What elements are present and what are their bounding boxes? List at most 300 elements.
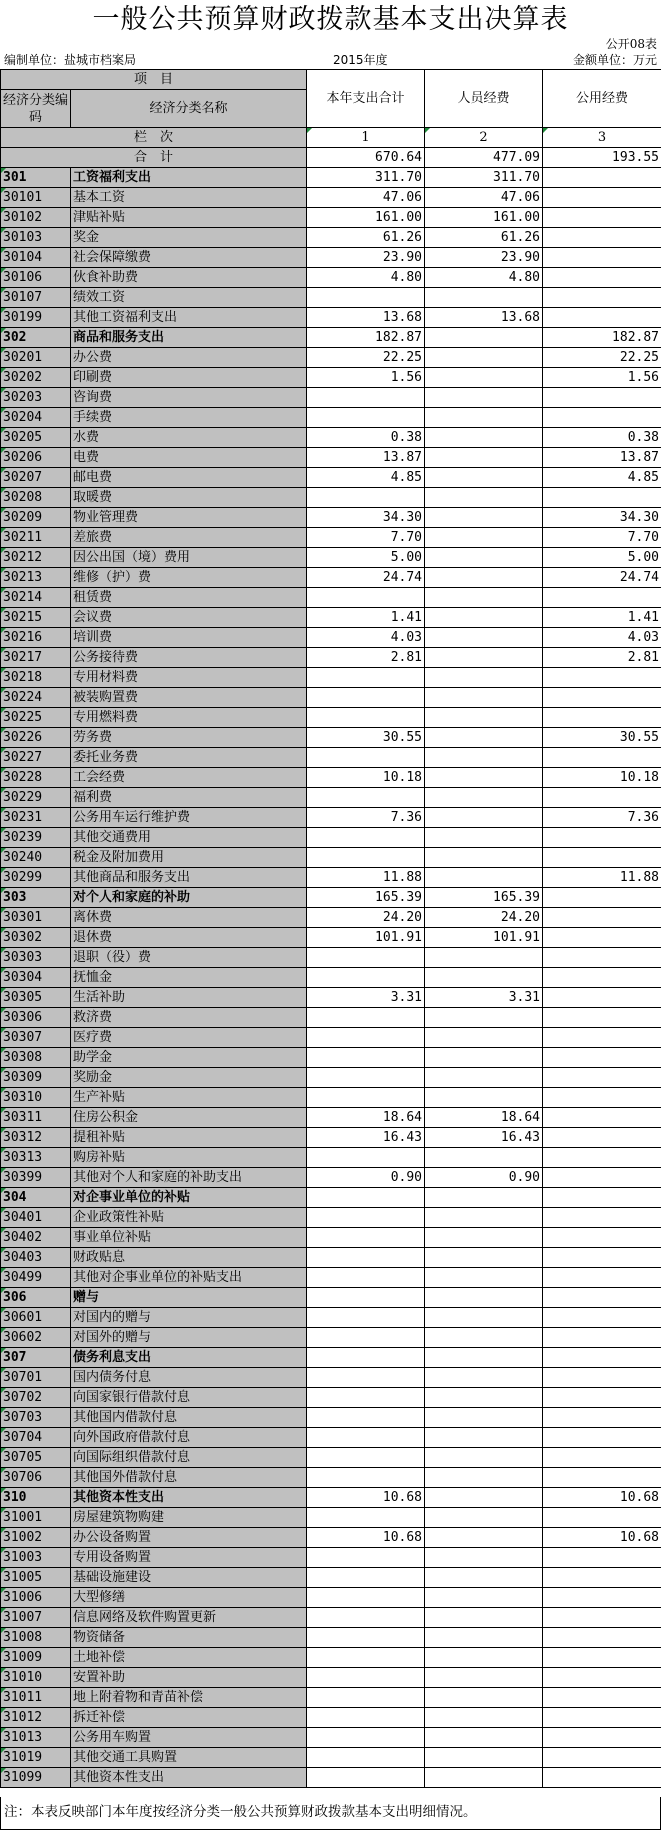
amount-total: 4.80 <box>307 268 425 288</box>
econ-name: 国内债务付息 <box>71 1368 307 1388</box>
econ-code: 30103 <box>1 228 71 248</box>
amount-personnel <box>425 1008 543 1028</box>
amount-public <box>543 1328 661 1348</box>
econ-code: 30207 <box>1 468 71 488</box>
econ-name: 伙食补助费 <box>71 268 307 288</box>
amount-public <box>543 288 661 308</box>
table-row <box>1 548 661 568</box>
amount-public <box>543 1448 661 1468</box>
amount-personnel <box>425 488 543 508</box>
econ-code: 30229 <box>1 788 71 808</box>
econ-code: 30240 <box>1 848 71 868</box>
econ-code: 30299 <box>1 868 71 888</box>
table-row <box>1 408 661 428</box>
econ-name: 助学金 <box>71 1048 307 1068</box>
amount-public <box>543 1208 661 1228</box>
amount-public: 34.30 <box>543 508 661 528</box>
econ-code: 303 <box>1 888 71 908</box>
econ-name: 其他对个人和家庭的补助支出 <box>71 1168 307 1188</box>
amount-total <box>307 1388 425 1408</box>
amount-total <box>307 1328 425 1348</box>
table-row <box>1 1408 661 1428</box>
econ-code: 30213 <box>1 568 71 588</box>
amount-total <box>307 388 425 408</box>
amount-total <box>307 828 425 848</box>
amount-public <box>543 408 661 428</box>
econ-code: 30401 <box>1 1208 71 1228</box>
amount-total <box>307 1688 425 1708</box>
table-row <box>1 988 661 1008</box>
amount-personnel <box>425 748 543 768</box>
amount-personnel: 16.43 <box>425 1128 543 1148</box>
form-number: 公开08表 <box>605 37 657 51</box>
table-row <box>1 928 661 948</box>
econ-code: 307 <box>1 1348 71 1368</box>
econ-code: 30106 <box>1 268 71 288</box>
table-row <box>1 1728 661 1748</box>
econ-code: 30305 <box>1 988 71 1008</box>
econ-code: 30601 <box>1 1308 71 1328</box>
amount-public <box>543 668 661 688</box>
amount-total: 311.70 <box>307 168 425 188</box>
amount-personnel <box>425 1208 543 1228</box>
amount-personnel <box>425 1448 543 1468</box>
econ-code: 30204 <box>1 408 71 428</box>
amount-total <box>307 1288 425 1308</box>
econ-name: 其他交通工具购置 <box>71 1748 307 1768</box>
econ-name: 培训费 <box>71 628 307 648</box>
table-row <box>1 708 661 728</box>
table-row <box>1 608 661 628</box>
econ-code: 30212 <box>1 548 71 568</box>
amount-personnel <box>425 1028 543 1048</box>
amount-total: 0.90 <box>307 1168 425 1188</box>
amount-public <box>543 1428 661 1448</box>
amount-public: 11.88 <box>543 868 661 888</box>
amount-public <box>543 1408 661 1428</box>
amount-personnel <box>425 788 543 808</box>
econ-code: 31012 <box>1 1708 71 1728</box>
table-row <box>1 1688 661 1708</box>
econ-code: 30704 <box>1 1428 71 1448</box>
amount-public: 5.00 <box>543 548 661 568</box>
econ-name: 办公设备购置 <box>71 1528 307 1548</box>
header-item: 项 目 <box>1 70 307 90</box>
amount-personnel: 311.70 <box>425 168 543 188</box>
table-row <box>1 228 661 248</box>
amount-total <box>307 668 425 688</box>
amount-public <box>543 748 661 768</box>
amount-personnel <box>425 728 543 748</box>
econ-name: 对个人和家庭的补助 <box>71 888 307 908</box>
econ-name: 公务用车运行维护费 <box>71 808 307 828</box>
econ-name: 物业管理费 <box>71 508 307 528</box>
table-row <box>1 748 661 768</box>
amount-personnel <box>425 968 543 988</box>
amount-public <box>543 1108 661 1128</box>
econ-name: 信息网络及软件购置更新 <box>71 1608 307 1628</box>
amount-public <box>543 1248 661 1268</box>
amount-total <box>307 1608 425 1628</box>
econ-code: 30702 <box>1 1388 71 1408</box>
amount-total: 34.30 <box>307 508 425 528</box>
amount-public: 7.36 <box>543 808 661 828</box>
econ-name: 邮电费 <box>71 468 307 488</box>
amount-personnel <box>425 348 543 368</box>
econ-name: 商品和服务支出 <box>71 328 307 348</box>
amount-public <box>543 1288 661 1308</box>
amount-public <box>543 888 661 908</box>
econ-code: 30211 <box>1 528 71 548</box>
econ-code: 30402 <box>1 1228 71 1248</box>
amount-public <box>543 828 661 848</box>
amount-personnel <box>425 288 543 308</box>
amount-total: 182.87 <box>307 328 425 348</box>
amount-personnel: 101.91 <box>425 928 543 948</box>
econ-name: 离休费 <box>71 908 307 928</box>
econ-code: 30225 <box>1 708 71 728</box>
econ-name: 奖金 <box>71 228 307 248</box>
econ-name: 租赁费 <box>71 588 307 608</box>
amount-total <box>307 1348 425 1368</box>
econ-name: 福利费 <box>71 788 307 808</box>
amount-personnel <box>425 708 543 728</box>
econ-name: 其他资本性支出 <box>71 1488 307 1508</box>
amount-public <box>543 968 661 988</box>
amount-personnel <box>425 1668 543 1688</box>
header-personnel: 人员经费 <box>425 70 543 128</box>
amount-public <box>543 1588 661 1608</box>
econ-code: 30308 <box>1 1048 71 1068</box>
amount-public: 30.55 <box>543 728 661 748</box>
econ-name: 工资福利支出 <box>71 168 307 188</box>
amount-public <box>543 1028 661 1048</box>
amount-personnel <box>425 948 543 968</box>
econ-name: 奖励金 <box>71 1068 307 1088</box>
amount-personnel <box>425 648 543 668</box>
amount-personnel <box>425 1408 543 1428</box>
econ-name: 电费 <box>71 448 307 468</box>
amount-public <box>543 248 661 268</box>
amount-public <box>543 1088 661 1108</box>
amount-public: 13.87 <box>543 448 661 468</box>
econ-code: 30703 <box>1 1408 71 1428</box>
econ-code: 30307 <box>1 1028 71 1048</box>
table-row <box>1 1368 661 1388</box>
amount-total <box>307 1088 425 1108</box>
amount-personnel <box>425 448 543 468</box>
amount-total <box>307 408 425 428</box>
econ-code: 30218 <box>1 668 71 688</box>
amount-public <box>543 908 661 928</box>
amount-total <box>307 588 425 608</box>
amount-total <box>307 968 425 988</box>
amount-total: 30.55 <box>307 728 425 748</box>
amount-total <box>307 948 425 968</box>
econ-name: 其他工资福利支出 <box>71 308 307 328</box>
amount-personnel <box>425 1508 543 1528</box>
econ-code: 301 <box>1 168 71 188</box>
amount-unit: 金额单位：万元 <box>572 53 657 67</box>
econ-code: 30301 <box>1 908 71 928</box>
expenditure-table <box>0 69 661 1788</box>
table-row <box>1 1548 661 1568</box>
table-row <box>1 588 661 608</box>
amount-public <box>543 688 661 708</box>
amount-personnel <box>425 1608 543 1628</box>
amount-personnel <box>425 1068 543 1088</box>
amount-total: 24.74 <box>307 568 425 588</box>
amount-personnel <box>425 1588 543 1608</box>
econ-name: 税金及附加费用 <box>71 848 307 868</box>
amount-personnel <box>425 468 543 488</box>
econ-name: 其他交通费用 <box>71 828 307 848</box>
amount-total: 1.56 <box>307 368 425 388</box>
econ-code: 30399 <box>1 1168 71 1188</box>
amount-total: 161.00 <box>307 208 425 228</box>
econ-name: 向国际组织借款付息 <box>71 1448 307 1468</box>
table-row <box>1 1008 661 1028</box>
amount-total <box>307 1068 425 1088</box>
table-row <box>1 1648 661 1668</box>
econ-code: 31008 <box>1 1628 71 1648</box>
amount-personnel: 18.64 <box>425 1108 543 1128</box>
amount-total <box>307 1588 425 1608</box>
table-row <box>1 208 661 228</box>
amount-total: 61.26 <box>307 228 425 248</box>
amount-total: 3.31 <box>307 988 425 1008</box>
econ-name: 医疗费 <box>71 1028 307 1048</box>
header-total: 本年支出合计 <box>307 70 425 128</box>
total-personnel: 477.09 <box>425 148 543 168</box>
amount-total <box>307 1408 425 1428</box>
econ-code: 30208 <box>1 488 71 508</box>
econ-code: 302 <box>1 328 71 348</box>
econ-name: 劳务费 <box>71 728 307 748</box>
amount-public <box>543 488 661 508</box>
econ-code: 30227 <box>1 748 71 768</box>
amount-public <box>543 1308 661 1328</box>
table-row <box>1 648 661 668</box>
amount-total: 2.81 <box>307 648 425 668</box>
amount-total <box>307 1568 425 1588</box>
table-row <box>1 728 661 748</box>
econ-name: 财政贴息 <box>71 1248 307 1268</box>
table-row <box>1 348 661 368</box>
amount-public: 4.85 <box>543 468 661 488</box>
table-row <box>1 948 661 968</box>
econ-name: 公务接待费 <box>71 648 307 668</box>
amount-total: 22.25 <box>307 348 425 368</box>
table-row <box>1 1308 661 1328</box>
table-row <box>1 1668 661 1688</box>
amount-public <box>543 1348 661 1368</box>
table-row <box>1 368 661 388</box>
econ-name: 委托业务费 <box>71 748 307 768</box>
econ-code: 31002 <box>1 1528 71 1548</box>
econ-code: 30203 <box>1 388 71 408</box>
amount-total <box>307 1028 425 1048</box>
econ-code: 31013 <box>1 1728 71 1748</box>
amount-personnel <box>425 1488 543 1508</box>
amount-personnel <box>425 1428 543 1448</box>
amount-public <box>543 928 661 948</box>
econ-code: 31011 <box>1 1688 71 1708</box>
amount-public <box>543 988 661 1008</box>
econ-code: 31006 <box>1 1588 71 1608</box>
table-row <box>1 1268 661 1288</box>
econ-name: 购房补贴 <box>71 1148 307 1168</box>
table-row <box>1 1508 661 1528</box>
table-row <box>1 448 661 468</box>
amount-personnel <box>425 328 543 348</box>
amount-public <box>543 1048 661 1068</box>
econ-code: 30303 <box>1 948 71 968</box>
total-row-label: 合 计 <box>1 148 307 168</box>
econ-name: 对国内的赠与 <box>71 1308 307 1328</box>
econ-code: 31007 <box>1 1608 71 1628</box>
amount-personnel <box>425 1648 543 1668</box>
econ-name: 债务利息支出 <box>71 1348 307 1368</box>
amount-public <box>543 1368 661 1388</box>
amount-personnel <box>425 1368 543 1388</box>
amount-personnel <box>425 588 543 608</box>
total-amount: 670.64 <box>307 148 425 168</box>
econ-name: 工会经费 <box>71 768 307 788</box>
table-row <box>1 1568 661 1588</box>
amount-total <box>307 1368 425 1388</box>
amount-total <box>307 1768 425 1788</box>
econ-code: 30107 <box>1 288 71 308</box>
amount-total <box>307 1648 425 1668</box>
amount-public <box>543 1128 661 1148</box>
table-row <box>1 808 661 828</box>
amount-public <box>543 1468 661 1488</box>
amount-personnel <box>425 368 543 388</box>
amount-public: 4.03 <box>543 628 661 648</box>
amount-personnel <box>425 688 543 708</box>
econ-name: 其他国内借款付息 <box>71 1408 307 1428</box>
amount-public: 10.68 <box>543 1488 661 1508</box>
amount-public <box>543 1008 661 1028</box>
amount-total <box>307 1268 425 1288</box>
amount-total <box>307 488 425 508</box>
category-row <box>1 888 661 908</box>
econ-code: 30201 <box>1 348 71 368</box>
amount-public <box>543 1148 661 1168</box>
amount-total <box>307 1748 425 1768</box>
econ-code: 30304 <box>1 968 71 988</box>
amount-public <box>543 788 661 808</box>
econ-name: 被装购置费 <box>71 688 307 708</box>
econ-name: 专用材料费 <box>71 668 307 688</box>
header-public: 公用经费 <box>543 70 661 128</box>
econ-name: 救济费 <box>71 1008 307 1028</box>
econ-name: 向国家银行借款付息 <box>71 1388 307 1408</box>
table-row <box>1 768 661 788</box>
table-row <box>1 1448 661 1468</box>
amount-personnel <box>425 1328 543 1348</box>
table-row <box>1 1468 661 1488</box>
amount-personnel: 24.20 <box>425 908 543 928</box>
amount-personnel <box>425 1628 543 1648</box>
amount-personnel <box>425 868 543 888</box>
amount-public: 22.25 <box>543 348 661 368</box>
amount-total <box>307 1248 425 1268</box>
econ-name: 土地补偿 <box>71 1648 307 1668</box>
amount-personnel <box>425 1728 543 1748</box>
econ-code: 31003 <box>1 1548 71 1568</box>
page-title: 一般公共预算财政拨款基本支出决算表 <box>92 4 569 35</box>
amount-total <box>307 1728 425 1748</box>
amount-public: 0.38 <box>543 428 661 448</box>
table-row <box>1 628 661 648</box>
amount-personnel <box>425 1308 543 1328</box>
amount-public <box>543 188 661 208</box>
amount-total: 10.68 <box>307 1488 425 1508</box>
amount-public <box>543 1228 661 1248</box>
amount-public <box>543 1648 661 1668</box>
table-row <box>1 1628 661 1648</box>
econ-name: 对国外的赠与 <box>71 1328 307 1348</box>
amount-total <box>307 848 425 868</box>
amount-total <box>307 1668 425 1688</box>
econ-name: 取暖费 <box>71 488 307 508</box>
amount-personnel <box>425 568 543 588</box>
amount-personnel <box>425 768 543 788</box>
amount-personnel: 165.39 <box>425 888 543 908</box>
econ-name: 生产补贴 <box>71 1088 307 1108</box>
econ-name: 因公出国（境）费用 <box>71 548 307 568</box>
econ-name: 会议费 <box>71 608 307 628</box>
category-row <box>1 1288 661 1308</box>
amount-total: 165.39 <box>307 888 425 908</box>
econ-code: 31005 <box>1 1568 71 1588</box>
amount-personnel <box>425 1748 543 1768</box>
econ-code: 30239 <box>1 828 71 848</box>
econ-name: 提租补贴 <box>71 1128 307 1148</box>
amount-total: 24.20 <box>307 908 425 928</box>
econ-code: 30104 <box>1 248 71 268</box>
amount-public: 1.56 <box>543 368 661 388</box>
amount-total <box>307 1628 425 1648</box>
amount-personnel <box>425 1468 543 1488</box>
amount-public <box>543 228 661 248</box>
table-row <box>1 868 661 888</box>
table-row <box>1 788 661 808</box>
amount-personnel <box>425 1268 543 1288</box>
amount-total: 10.68 <box>307 1528 425 1548</box>
amount-personnel <box>425 628 543 648</box>
table-row <box>1 308 661 328</box>
econ-code: 31001 <box>1 1508 71 1528</box>
column-index: 2 <box>425 128 543 148</box>
table-row <box>1 1328 661 1348</box>
amount-total <box>307 788 425 808</box>
table-row <box>1 468 661 488</box>
amount-personnel <box>425 1768 543 1788</box>
fiscal-year: 2015年度 <box>333 53 388 67</box>
econ-name: 津贴补贴 <box>71 208 307 228</box>
category-row <box>1 1488 661 1508</box>
amount-personnel: 3.31 <box>425 988 543 1008</box>
amount-total <box>307 748 425 768</box>
table-row <box>1 428 661 448</box>
amount-personnel <box>425 1288 543 1308</box>
amount-personnel <box>425 608 543 628</box>
amount-total <box>307 1148 425 1168</box>
table-row <box>1 288 661 308</box>
